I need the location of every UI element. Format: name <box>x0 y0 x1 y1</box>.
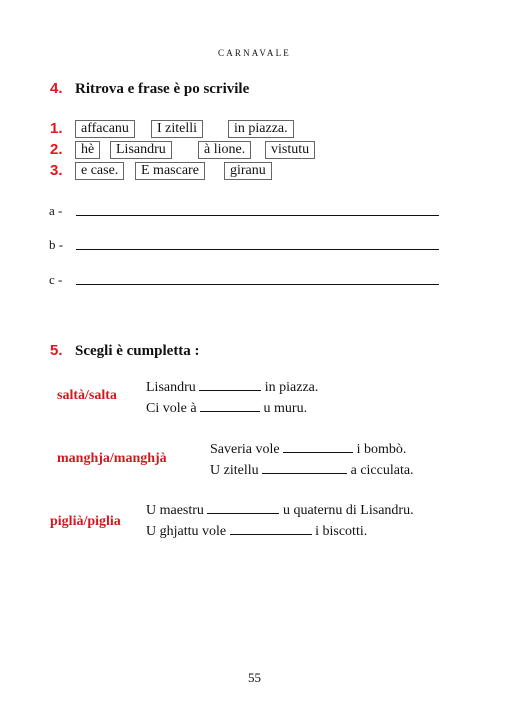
sentence-start: Lisandru <box>146 380 196 395</box>
sentence <box>146 380 318 396</box>
sentence-start: U zitellu <box>210 463 259 478</box>
sentence <box>210 442 406 458</box>
sentence <box>146 503 414 519</box>
answer-row-c <box>49 272 439 288</box>
row-number: 1. <box>50 120 63 137</box>
fill-blank <box>200 401 260 412</box>
word-box: à lione. <box>198 141 251 159</box>
word-box: giranu <box>224 162 272 180</box>
row-number: 2. <box>50 141 63 158</box>
choice-label: saltà/salta <box>57 388 117 403</box>
answer-line <box>76 284 439 285</box>
choice-label: manghja/manghjà <box>57 451 167 466</box>
section-4-number: 4. <box>50 80 63 97</box>
fill-blank <box>262 463 347 474</box>
word-box: Lisandru <box>110 141 172 159</box>
sentence <box>146 401 307 417</box>
word-box: E mascare <box>135 162 205 180</box>
fill-blank <box>207 503 279 514</box>
fill-blank <box>199 380 261 391</box>
row-number: 3. <box>50 162 63 179</box>
section-5-title <box>50 342 200 360</box>
word-box: I zitelli <box>151 120 203 138</box>
section-4-title <box>50 80 249 98</box>
answer-row-b <box>49 237 439 253</box>
sentence-end: i biscotti. <box>315 524 368 539</box>
answer-label: c - <box>49 272 63 287</box>
section-4-title-text: Ritrova e frase è po scrivile <box>75 81 250 97</box>
sentence <box>146 524 367 540</box>
word-box: vistutu <box>265 141 315 159</box>
answer-label: b - <box>49 237 64 252</box>
page-number: 55 <box>248 670 261 685</box>
sentence-start: Saveria vole <box>210 442 280 457</box>
sentence-start: Ci vole à <box>146 401 197 416</box>
sentence-end: i bombò. <box>356 442 407 457</box>
word-box: hè <box>75 141 100 159</box>
fill-blank <box>230 524 312 535</box>
sentence <box>210 463 414 479</box>
choice-label: piglià/piglia <box>50 514 121 529</box>
word-box: in piazza. <box>228 120 294 138</box>
sentence-end: a cicculata. <box>350 463 414 478</box>
running-header: CARNAVALE <box>218 48 291 58</box>
section-5-number: 5. <box>50 342 63 359</box>
sentence-start: U maestru <box>146 503 204 518</box>
answer-label: a - <box>49 203 63 218</box>
fill-blank <box>283 442 353 453</box>
answer-line <box>76 249 439 250</box>
word-box: e case. <box>75 162 124 180</box>
sentence-start: U ghjattu vole <box>146 524 227 539</box>
sentence-end: u muru. <box>263 401 308 416</box>
sentence-end: in piazza. <box>264 380 319 395</box>
answer-row-a <box>49 203 439 219</box>
sentence-end: u quaternu di Lisandru. <box>282 503 414 518</box>
word-box: affacanu <box>75 120 135 138</box>
answer-line <box>76 215 439 216</box>
section-5-title-text: Scegli è cumpletta : <box>75 343 200 359</box>
